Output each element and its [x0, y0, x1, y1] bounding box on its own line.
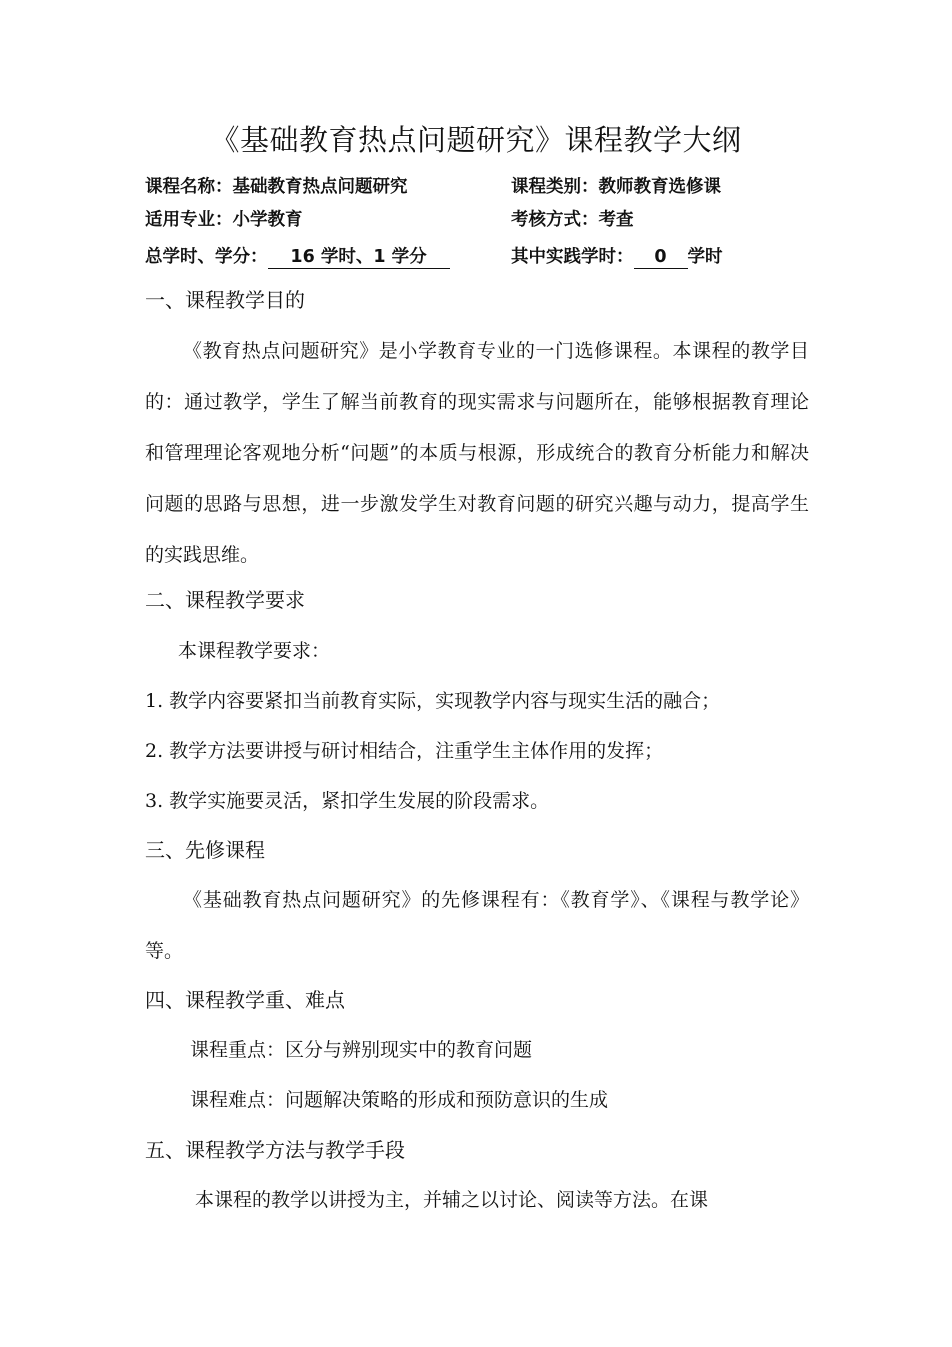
section-3-text: 《基础教育热点问题研究》的先修课程有：《教育学》、《课程与教学论》等。 [145, 889, 809, 962]
practice-label: 其中实践学时： [511, 247, 634, 267]
section-3-heading: 三、先修课程 [145, 838, 265, 862]
course-name-label: 课程名称： [145, 177, 233, 197]
major-label: 适用专业： [145, 210, 233, 230]
major-value: 小学教育 [232, 210, 303, 230]
section-2-intro: 本课程教学要求： [178, 640, 331, 662]
hours-value: 16 学时、1 学分 [268, 246, 450, 269]
assessment-row [511, 207, 634, 233]
practice-row [511, 244, 723, 270]
key-point-text: 课程重点：区分与辨别现实中的教育问题 [190, 1039, 533, 1061]
course-type-row [511, 174, 721, 200]
course-type-value: 教师教育选修课 [598, 177, 721, 197]
document-title: 《基础教育热点问题研究》课程教学大纲 [210, 123, 742, 157]
difficulty-text: 课程难点：问题解决策略的形成和预防意识的生成 [190, 1089, 609, 1111]
section-1-heading: 一、课程教学目的 [145, 288, 305, 312]
course-name-row [145, 174, 408, 200]
assessment-label: 考核方式： [511, 210, 599, 230]
requirement-item-1: 1. 教学内容要紧扣当前教育实际，实现教学内容与现实生活的融合； [145, 690, 721, 712]
section-5-heading: 五、课程教学方法与教学手段 [145, 1138, 405, 1162]
section-4-heading: 四、课程教学重、难点 [145, 988, 345, 1012]
course-name-value: 基础教育热点问题研究 [232, 177, 408, 197]
requirement-item-2: 2. 教学方法要讲授与研讨相结合，注重学生主体作用的发挥； [145, 740, 664, 762]
section-1-text: 《教育热点问题研究》是小学教育专业的一门选修课程。本课程的教学目的：通过教学，学生了解当前教育的现实需求与问题所在，能够根据教育理论和管理理论客观地分析“问题”的本质与根源，形成统合的教育分析能力和解决问题的思路与思想，进一步激发学生对教育问题的研究兴趣与动力，提高学生的实践思维。 [145, 340, 809, 566]
section-5-text: 本课程的教学以讲授为主，并辅之以讨论、阅读等方法。在课 [195, 1189, 709, 1211]
course-type-label: 课程类别： [511, 177, 599, 197]
major-row [145, 207, 303, 233]
hours-row [145, 244, 450, 270]
section-2-heading: 二、课程教学要求 [145, 588, 305, 612]
practice-unit: 学时 [687, 247, 723, 267]
requirement-item-3: 3. 教学实施要灵活，紧扣学生发展的阶段需求。 [145, 790, 550, 812]
hours-label: 总学时、学分： [145, 247, 268, 267]
assessment-value: 考查 [598, 210, 634, 230]
practice-value: 0 [634, 246, 688, 269]
